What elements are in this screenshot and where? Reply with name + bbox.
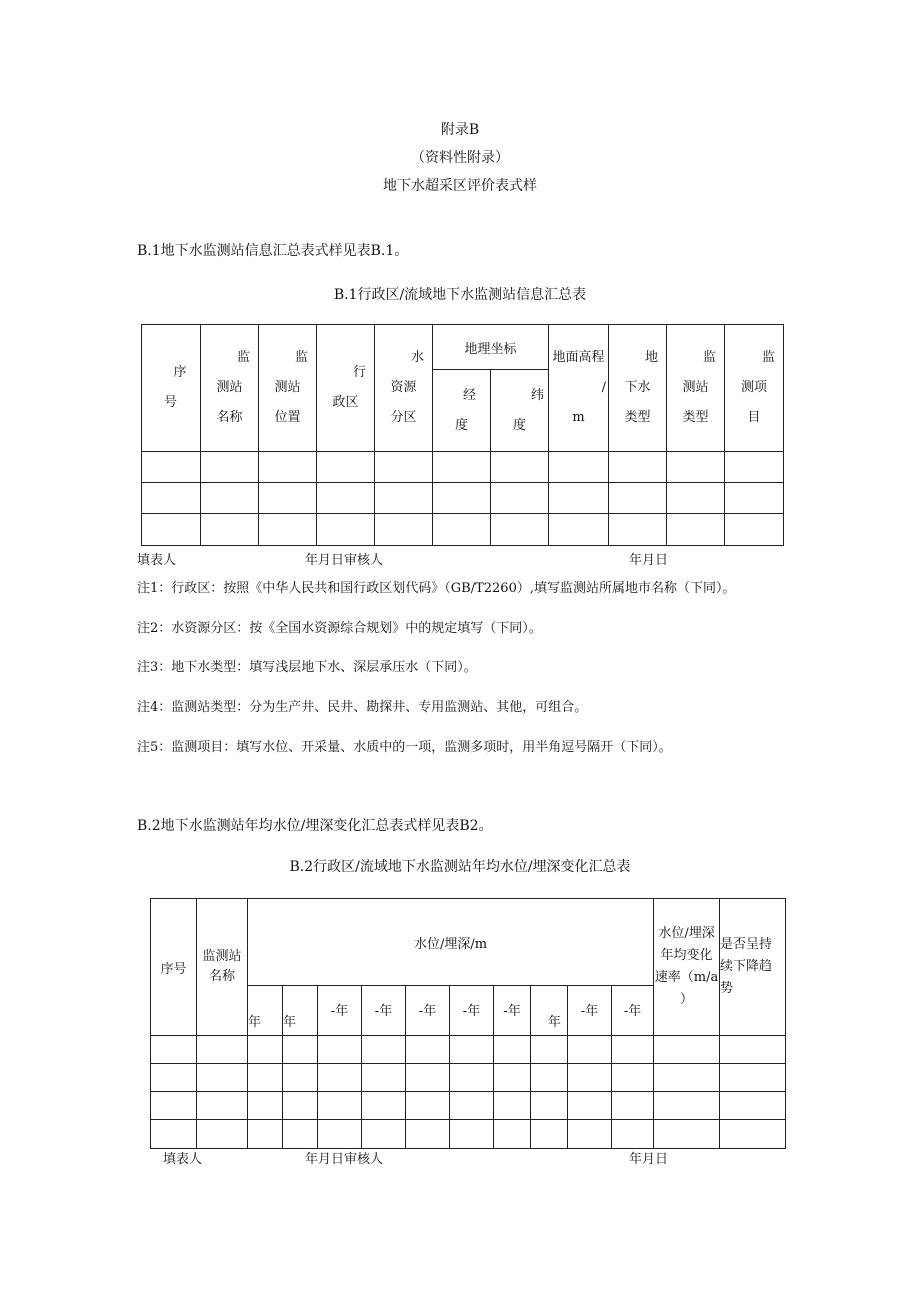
year-col-10: -年 [612,986,654,1036]
table2-title: B.2行政区/流域地下水监测站年均水位/埋深变化汇总表 [289,859,631,875]
table1-date-reviewer: 年月日审核人 [305,553,384,568]
header-seq-2: 序号 [151,899,197,1036]
year-col-2: 年 [283,986,318,1036]
year-col-8: 年 [531,986,568,1036]
table-row [142,514,784,546]
note-3: 注3：地下水类型：填写浅层地下水、深层承压水（下同）。 [137,660,477,675]
table-row [151,1036,786,1064]
header-gw-type: 地 下水 类型 [609,325,667,452]
year-col-4: -年 [362,986,406,1036]
appendix-label: 附录B [440,122,480,138]
header-geo: 地理坐标 [433,325,549,370]
station-info-table [141,324,784,546]
table2-date: 年月日 [629,1152,669,1167]
table2-date-reviewer: 年月日审核人 [305,1152,384,1167]
appendix-title: 地下水超采区评价表式样 [383,178,537,194]
table-row [151,1064,786,1092]
header-level: 水位/埋深/m [248,899,654,986]
header-lat: 纬 度 [491,370,549,452]
note-5: 注5：监测项目：填写水位、开采量、水质中的一项，监测多项时，用半角逗号隔开（下同）。 [137,740,672,755]
header-seq: 序 号 [142,325,201,452]
table-row [142,483,784,514]
table-row [142,452,784,483]
year-col-6: -年 [450,986,494,1036]
section2-intro: B.2地下水监测站年均水位/埋深变化汇总表式样见表B2。 [137,818,493,834]
table1-title: B.1行政区/流域地下水监测站信息汇总表 [333,287,587,303]
year-col-7: -年 [494,986,531,1036]
year-col-5: -年 [406,986,450,1036]
header-station-name: 监 测站 名称 [201,325,259,452]
header-water-zone: 水 资源 分区 [375,325,433,452]
section1-intro: B.1地下水监测站信息汇总表式样见表B.1。 [137,243,409,259]
water-level-table [150,898,786,1149]
appendix-note: （资料性附录） [411,150,509,166]
header-lon: 经 度 [433,370,491,452]
table-row [151,1120,786,1149]
note-1: 注1：行政区：按照《中华人民共和国行政区划代码》（GB/T2260）,填写监测站所属地市名称（下同）。 [137,581,736,596]
header-station-location: 监 测站 位置 [259,325,317,452]
year-col-3: -年 [318,986,362,1036]
table1-filler: 填表人 [137,553,177,568]
header-station-type: 监 测站 类型 [667,325,725,452]
header-admin: 行 政区 [317,325,375,452]
table2-filler: 填表人 [163,1152,203,1167]
year-col-9: -年 [568,986,612,1036]
header-station-name-2: 监测站 名称 [197,899,248,1036]
table-row [151,1092,786,1120]
header-trend: 是否呈持 续下降趋 势 [720,899,786,1036]
note-4: 注4：监测站类型：分为生产井、民井、勘探井、专用监测站、其他，可组合。 [137,700,588,715]
header-items: 监 测项 目 [725,325,784,452]
note-2: 注2：水资源分区：按《全国水资源综合规划》中的规定填写（下同）。 [137,621,542,636]
header-rate: 水位/埋深 年均变化 速率（m/a ） [654,899,720,1036]
header-elevation: 地面高程 / m [549,325,609,452]
year-col-1: 年 [248,986,283,1036]
table1-date: 年月日 [629,553,669,568]
